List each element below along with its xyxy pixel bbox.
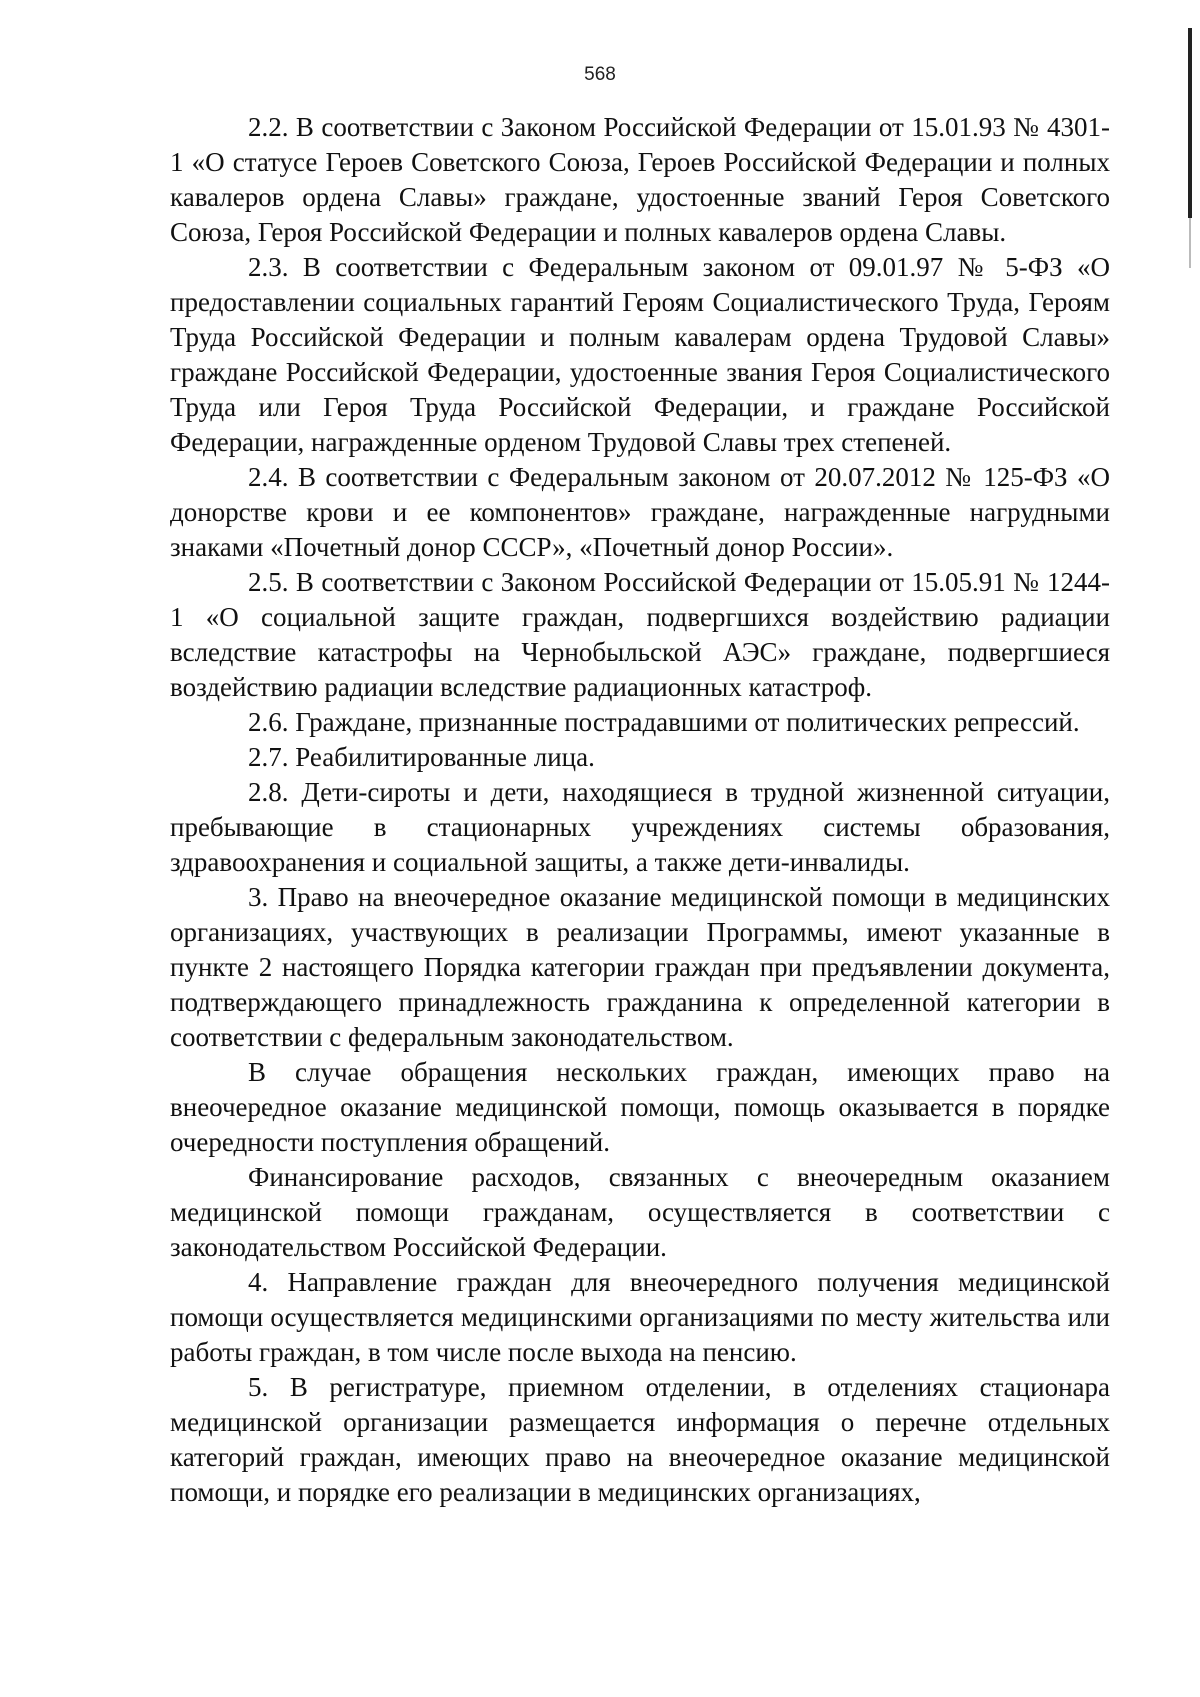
- paragraph-2-5: 2.5. В соответствии с Законом Российской Федерации от 15.05.91 № 1244-1 «О социальной защите граждан, подвергшихся воздействию радиации вследствие катастрофы на Чернобыльской АЭС» граждане, подвергшиеся воздействию радиации вследствие радиационных катастроф.: [170, 567, 1110, 702]
- paragraph-2-4: 2.4. В соответствии с Федеральным законом от 20.07.2012 № 125-ФЗ «О донорстве крови и ее компонентов» граждане, награжденные нагрудными знаками «Почетный донор СССР», «Почетный донор России».: [170, 462, 1110, 562]
- page-number: 568: [584, 64, 616, 85]
- paragraph-2-3: 2.3. В соответствии с Федеральным законом от 09.01.97 № 5-ФЗ «О предоставлении социальных гарантий Героям Социалистического Труда, Героям Труда Российской Федерации и полным кавалерам ордена Трудовой Славы» граждане Российской Федерации, удостоенные звания Героя Социалистического Труда или Героя Труда Российской Федерации, и граждане Российской Федерации, награжденные орденом Трудовой Славы трех степеней.: [170, 252, 1110, 457]
- paragraph-3-financing: Финансирование расходов, связанных с внеочередным оказанием медицинской помощи гражданам, осуществляется в соответствии с законодательством Российской Федерации.: [170, 1162, 1110, 1262]
- document-body: [170, 110, 1110, 1510]
- paragraph-3: 3. Право на внеочередное оказание медицинской помощи в медицинских организациях, участвующих в реализации Программы, имеют указанные в пункте 2 настоящего Порядка категории граждан при предъявлении документа, подтверждающего принадлежность гражданина к определенной категории в соответствии с федеральным законодательством.: [170, 882, 1110, 1052]
- paragraph-3-priority-order: В случае обращения нескольких граждан, имеющих право на внеочередное оказание медицинской помощи, помощь оказывается в порядке очередности поступления обращений.: [170, 1057, 1110, 1157]
- scan-edge-mark-faint: [1189, 218, 1191, 268]
- scan-edge-mark: [1188, 28, 1192, 218]
- paragraph-2-6: 2.6. Граждане, признанные пострадавшими от политических репрессий.: [248, 707, 1080, 737]
- paragraph-4: 4. Направление граждан для внеочередного получения медицинской помощи осуществляется медицинскими организациями по месту жительства или работы граждан, в том числе после выхода на пенсию.: [170, 1267, 1110, 1367]
- paragraph-2-8: 2.8. Дети-сироты и дети, находящиеся в трудной жизненной ситуации, пребывающие в стационарных учреждениях системы образования, здравоохранения и социальной защиты, а также дети-инвалиды.: [170, 777, 1110, 877]
- paragraph-2-2: 2.2. В соответствии с Законом Российской Федерации от 15.01.93 № 4301-1 «О статусе Героев Советского Союза, Героев Российской Федерации и полных кавалеров ордена Славы» граждане, удостоенные званий Героя Советского Союза, Героя Российской Федерации и полных кавалеров ордена Славы.: [170, 112, 1110, 247]
- paragraph-5: 5. В регистратуре, приемном отделении, в отделениях стационара медицинской организации размещается информация о перечне отдельных категорий граждан, имеющих право на внеочередное оказание медицинской помощи, и порядке его реализации в медицинских организациях,: [170, 1372, 1110, 1507]
- paragraph-2-7: 2.7. Реабилитированные лица.: [248, 742, 595, 772]
